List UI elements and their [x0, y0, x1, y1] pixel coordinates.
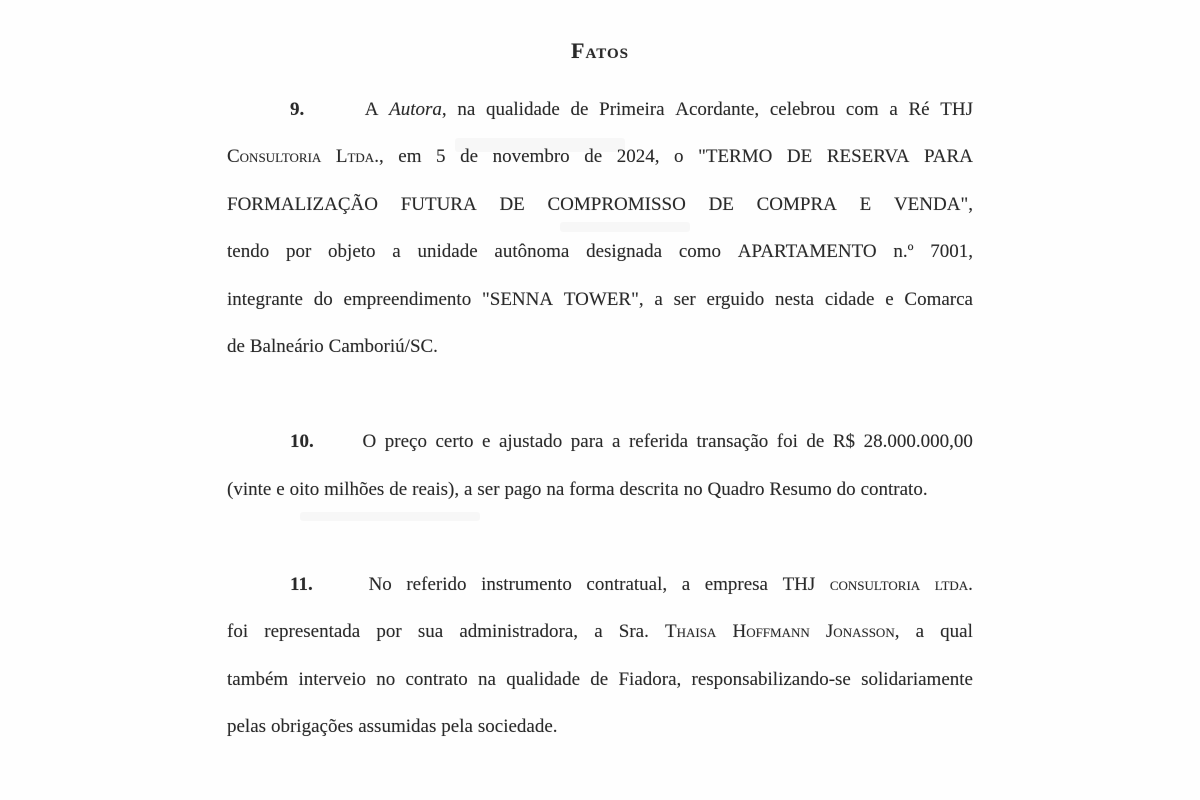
word: em: [398, 146, 422, 168]
paragraph-line: [227, 656, 973, 704]
word: a: [889, 98, 898, 120]
word: No: [368, 573, 392, 595]
word: Primeira: [599, 98, 665, 120]
word: Sra.: [618, 621, 649, 643]
word: para: [570, 431, 604, 453]
word: Acordante,: [675, 98, 760, 120]
word: ltda.: [934, 573, 973, 595]
word: Hoffmann: [732, 621, 810, 643]
word: tendo: [227, 241, 270, 263]
paragraph-line: [227, 86, 973, 134]
word: autônoma: [494, 241, 570, 263]
word: THJ: [782, 573, 816, 595]
word: preço: [384, 431, 427, 453]
word: reais),: [412, 478, 460, 500]
word: contrato: [405, 668, 468, 690]
paragraph-line: [227, 561, 973, 609]
paragraph-number: 9.: [290, 98, 305, 120]
paragraph-line: [227, 466, 973, 514]
word: também: [227, 668, 289, 690]
word: e: [276, 478, 285, 500]
word: sua: [417, 621, 444, 643]
word: nesta: [775, 288, 815, 310]
word: representada: [264, 621, 361, 643]
word: na: [457, 98, 476, 120]
word: O: [362, 431, 377, 453]
word: cidade: [824, 288, 875, 310]
word: administradora,: [459, 621, 579, 643]
word: sociedade.: [477, 716, 558, 738]
word: Thaisa: [664, 621, 717, 643]
word: de: [460, 146, 479, 168]
word: Comarca: [904, 288, 973, 310]
word: 5: [436, 146, 446, 168]
word: Ltda.,: [335, 146, 384, 168]
word: a: [392, 241, 401, 263]
word: COMPROMISSO: [547, 193, 686, 215]
word: qualidade: [506, 668, 581, 690]
word: responsabilizando-se: [691, 668, 851, 690]
word: TOWER",: [563, 288, 644, 310]
word: assumidas: [358, 716, 437, 738]
word: qualidade: [485, 98, 560, 120]
word: qual: [940, 621, 973, 643]
word: VENDA",: [893, 193, 973, 215]
word: a: [464, 478, 473, 500]
word: FUTURA: [400, 193, 477, 215]
paragraph-number: 11.: [290, 573, 313, 595]
paragraph-line: [227, 419, 973, 467]
word: R$: [832, 431, 856, 453]
word: foi: [776, 431, 798, 453]
paragraph-line: [227, 609, 973, 657]
word: 28.000.000,00: [863, 431, 973, 453]
word: ser: [477, 478, 500, 500]
word: Resumo: [769, 478, 832, 500]
word: de: [389, 478, 408, 500]
word: COMPRA: [756, 193, 837, 215]
word: "TERMO: [698, 146, 773, 168]
word: n.º: [893, 241, 914, 263]
word: foi: [227, 621, 249, 643]
word: de: [227, 336, 245, 358]
word: designada: [586, 241, 663, 263]
word: com: [845, 98, 879, 120]
word: obrigações: [270, 716, 354, 738]
document-body: [227, 86, 973, 751]
word: referido: [406, 573, 467, 595]
paragraph: [227, 561, 973, 751]
word: a: [612, 431, 621, 453]
word: o: [674, 146, 684, 168]
word: descrita: [619, 478, 679, 500]
word: contratual,: [586, 573, 668, 595]
word: transação: [696, 431, 769, 453]
word: unidade: [417, 241, 478, 263]
word: pago: [504, 478, 542, 500]
word: a: [681, 573, 691, 595]
word: 7001,: [930, 241, 973, 263]
word: milhões: [324, 478, 385, 500]
word: objeto: [328, 241, 376, 263]
word: no: [683, 478, 703, 500]
paragraph-line: [227, 276, 973, 324]
word: Camboriú/SC.: [328, 336, 438, 358]
paragraph: [227, 86, 973, 371]
word: por: [376, 621, 402, 643]
word: celebrou: [769, 98, 836, 120]
word: novembro: [492, 146, 570, 168]
word: a: [594, 621, 603, 643]
word: integrante: [227, 288, 303, 310]
word: de: [584, 146, 603, 168]
word: oito: [289, 478, 320, 500]
word: Ré: [908, 98, 930, 120]
word: pela: [441, 716, 473, 738]
word: Fiadora,: [618, 668, 682, 690]
word: DE: [708, 193, 734, 215]
word: PARA: [923, 146, 973, 168]
word: Jonasson,: [825, 621, 900, 643]
word: empreendimento: [343, 288, 472, 310]
document-title: Fatos: [571, 38, 629, 63]
document-content: [227, 0, 973, 751]
paragraph-line: [227, 134, 973, 182]
word: forma: [569, 478, 615, 500]
word: no: [376, 668, 396, 690]
word: DE: [786, 146, 813, 168]
word: contrato.: [860, 478, 928, 500]
word: DE: [499, 193, 525, 215]
word: de: [590, 668, 609, 690]
paragraph-line: [227, 181, 973, 229]
word: do: [313, 288, 333, 310]
word: a: [915, 621, 925, 643]
word: ser: [673, 288, 696, 310]
word: APARTAMENTO: [737, 241, 877, 263]
word: empresa: [704, 573, 768, 595]
word: e: [481, 431, 491, 453]
word: erguido: [706, 288, 765, 310]
paragraph-line: [227, 704, 973, 752]
word: E: [859, 193, 872, 215]
word: consultoria: [829, 573, 921, 595]
word: (vinte: [227, 478, 272, 500]
word: solidariamente: [861, 668, 973, 690]
word: a: [654, 288, 663, 310]
word: de: [570, 98, 589, 120]
word: na: [546, 478, 565, 500]
paragraph: [227, 419, 973, 514]
word: ajustado: [498, 431, 563, 453]
word: como: [678, 241, 722, 263]
word: interveio: [298, 668, 366, 690]
word: RESERVA: [826, 146, 910, 168]
word: do: [836, 478, 856, 500]
paragraph-line: [227, 324, 973, 372]
word: instrumento: [481, 573, 572, 595]
word: Quadro: [707, 478, 765, 500]
word: na: [478, 668, 496, 690]
word: "SENNA: [482, 288, 554, 310]
word: certo: [435, 431, 474, 453]
paragraph-number: 10.: [290, 431, 314, 453]
word: por: [285, 241, 312, 263]
word: Consultoria: [227, 146, 322, 168]
word: 2024,: [616, 146, 660, 168]
word: Autora,: [389, 98, 447, 120]
word: de: [806, 431, 825, 453]
word: THJ: [940, 98, 973, 120]
word: A: [364, 98, 379, 120]
word: referida: [628, 431, 689, 453]
word: Balneário: [249, 336, 324, 358]
word: FORMALIZAÇÃO: [227, 193, 378, 215]
word: e: [885, 288, 894, 310]
word: pelas: [227, 716, 267, 738]
paragraph-line: [227, 229, 973, 277]
